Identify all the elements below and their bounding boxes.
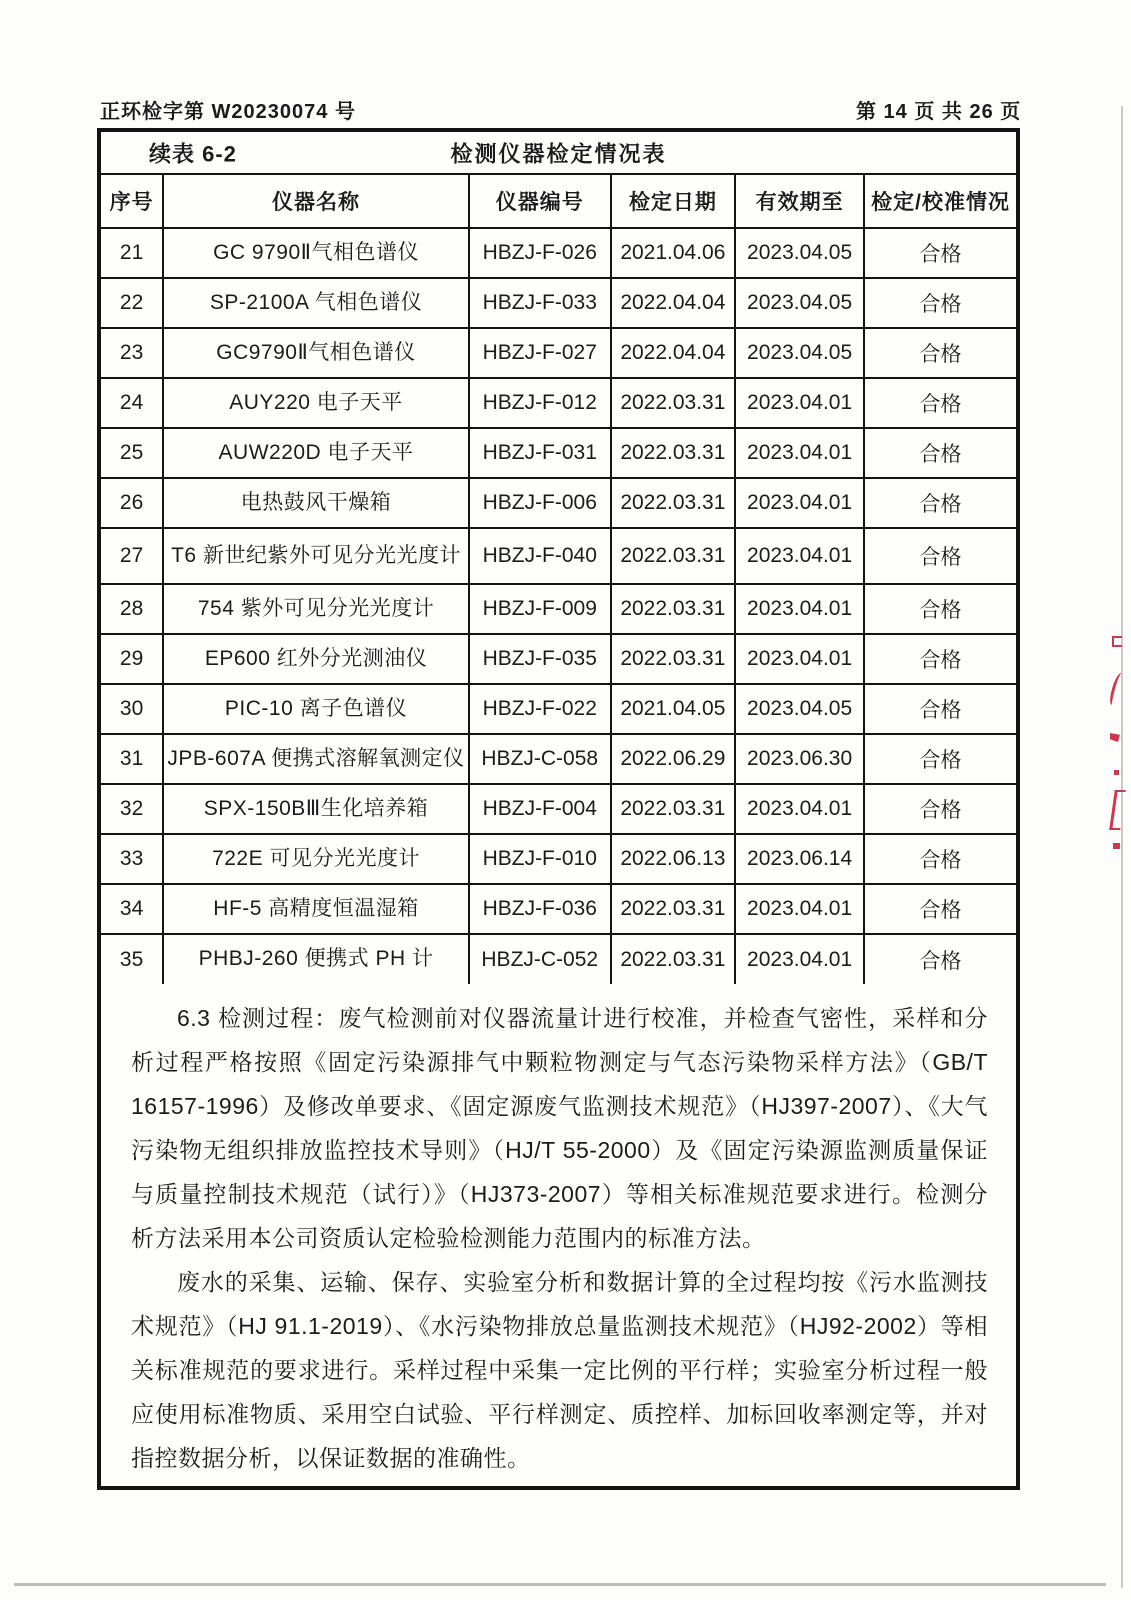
red-stamp-fragment	[1114, 770, 1119, 775]
cell-result: 合格	[864, 884, 1016, 934]
cell-name: GC 9790Ⅱ气相色谱仪	[163, 228, 469, 278]
table-caption-row	[101, 132, 1016, 175]
cell-valid-until: 2023.04.01	[735, 784, 864, 834]
cell-result: 合格	[864, 734, 1016, 784]
cell-code: HBZJ-F-035	[469, 634, 611, 684]
cell-name: SPX-150BⅢ生化培养箱	[163, 784, 469, 834]
cell-calib-date: 2022.06.29	[611, 734, 735, 784]
table-row	[101, 528, 1016, 584]
cell-valid-until: 2023.04.01	[735, 884, 864, 934]
cell-code: HBZJ-C-058	[469, 734, 611, 784]
cell-serial: 25	[101, 428, 163, 478]
cell-calib-date: 2021.04.05	[611, 684, 735, 734]
cell-result: 合格	[864, 428, 1016, 478]
cell-code: HBZJ-F-010	[469, 834, 611, 884]
cell-name: AUY220 电子天平	[163, 378, 469, 428]
cell-calib-date: 2022.04.04	[611, 328, 735, 378]
page-number: 第 14 页 共 26 页	[856, 101, 1022, 123]
cell-code: HBZJ-F-031	[469, 428, 611, 478]
cell-calib-date: 2021.04.06	[611, 228, 735, 278]
scan-page-edge-vertical	[1121, 106, 1123, 1588]
cell-serial: 31	[101, 734, 163, 784]
table-row	[101, 328, 1016, 378]
cell-code: HBZJ-C-052	[469, 934, 611, 984]
table-row	[101, 684, 1016, 734]
cell-result: 合格	[864, 228, 1016, 278]
red-stamp-fragment	[1110, 733, 1120, 742]
cell-code: HBZJ-F-027	[469, 328, 611, 378]
cell-code: HBZJ-F-006	[469, 478, 611, 528]
red-stamp-fragment	[1112, 636, 1122, 647]
table-row	[101, 884, 1016, 934]
table-row	[101, 378, 1016, 428]
cell-name: AUW220D 电子天平	[163, 428, 469, 478]
body-text-section	[101, 984, 1016, 1480]
cell-serial: 33	[101, 834, 163, 884]
cell-result: 合格	[864, 328, 1016, 378]
red-stamp-fragment	[1113, 843, 1120, 849]
cell-valid-until: 2023.04.01	[735, 934, 864, 984]
cell-result: 合格	[864, 634, 1016, 684]
cell-serial: 24	[101, 378, 163, 428]
cell-code: HBZJ-F-022	[469, 684, 611, 734]
cell-code: HBZJ-F-009	[469, 584, 611, 634]
cell-valid-until: 2023.04.05	[735, 328, 864, 378]
cell-valid-until: 2023.04.05	[735, 228, 864, 278]
table-row	[101, 428, 1016, 478]
table-row	[101, 734, 1016, 784]
cell-valid-until: 2023.06.14	[735, 834, 864, 884]
table-row	[101, 834, 1016, 884]
table-row	[101, 634, 1016, 684]
cell-name: 电热鼓风干燥箱	[163, 478, 469, 528]
cell-name: SP-2100A 气相色谱仪	[163, 278, 469, 328]
cell-valid-until: 2023.04.01	[735, 428, 864, 478]
cell-serial: 29	[101, 634, 163, 684]
cell-result: 合格	[864, 784, 1016, 834]
table-title: 检测仪器检定情况表	[450, 141, 667, 166]
cell-code: HBZJ-F-036	[469, 884, 611, 934]
cell-serial: 28	[101, 584, 163, 634]
cell-name: PIC-10 离子色谱仪	[163, 684, 469, 734]
cell-code: HBZJ-F-026	[469, 228, 611, 278]
cell-serial: 30	[101, 684, 163, 734]
cell-result: 合格	[864, 278, 1016, 328]
cell-calib-date: 2022.03.31	[611, 584, 735, 634]
cell-result: 合格	[864, 584, 1016, 634]
cell-calib-date: 2022.03.31	[611, 378, 735, 428]
cell-calib-date: 2022.03.31	[611, 784, 735, 834]
cell-calib-date: 2022.03.31	[611, 478, 735, 528]
cell-serial: 34	[101, 884, 163, 934]
cell-name: T6 新世纪紫外可见分光光度计	[163, 528, 469, 584]
cell-result: 合格	[864, 528, 1016, 584]
instrument-calibration-table	[101, 175, 1016, 984]
cell-valid-until: 2023.04.01	[735, 634, 864, 684]
document-frame	[97, 128, 1020, 1490]
column-header-result: 检定/校准情况	[864, 175, 1016, 228]
cell-name: GC9790Ⅱ气相色谱仪	[163, 328, 469, 378]
red-stamp-fragment	[1109, 790, 1126, 830]
column-header-code: 仪器编号	[469, 175, 611, 228]
cell-valid-until: 2023.04.01	[735, 378, 864, 428]
instrument-table-body	[101, 228, 1016, 984]
column-header-valid-until: 有效期至	[735, 175, 864, 228]
cell-name: JPB-607A 便携式溶解氧测定仪	[163, 734, 469, 784]
cell-valid-until: 2023.04.01	[735, 584, 864, 634]
table-header-row	[101, 175, 1016, 228]
cell-serial: 23	[101, 328, 163, 378]
table-row	[101, 584, 1016, 634]
red-stamp-fragment	[1108, 671, 1126, 706]
cell-name: 754 紫外可见分光光度计	[163, 584, 469, 634]
cell-calib-date: 2022.03.31	[611, 934, 735, 984]
column-header-name: 仪器名称	[163, 175, 469, 228]
cell-valid-until: 2023.06.30	[735, 734, 864, 784]
cell-code: HBZJ-F-004	[469, 784, 611, 834]
column-header-serial: 序号	[101, 175, 163, 228]
table-row	[101, 934, 1016, 984]
cell-code: HBZJ-F-012	[469, 378, 611, 428]
cell-serial: 32	[101, 784, 163, 834]
cell-calib-date: 2022.03.31	[611, 634, 735, 684]
paragraph-detection-process: 6.3 检测过程：废气检测前对仪器流量计进行校准，并检查气密性，采样和分析过程严格按照《固定污染源排气中颗粒物测定与气态污染物采样方法》（GB/T 16157-1996）及修改单要求、《固定源废气监测技术规范》（HJ397-2007）、《大气污染物无组织排放监控技术导则》（HJ/T 55-2000）及《固定污染源监测质量保证与质量控制技术规范（试行）》（HJ373-2007）等相关标准规范要求进行。检测分析方法采用本公司资质认定检验检测能力范围内的标准方法。	[131, 1005, 988, 1251]
cell-name: 722E 可见分光光度计	[163, 834, 469, 884]
table-row	[101, 784, 1016, 834]
cell-calib-date: 2022.04.04	[611, 278, 735, 328]
cell-serial: 22	[101, 278, 163, 328]
cell-name: HF-5 高精度恒温湿箱	[163, 884, 469, 934]
cell-name: PHBJ-260 便携式 PH 计	[163, 934, 469, 984]
cell-valid-until: 2023.04.05	[735, 684, 864, 734]
column-header-calib-date: 检定日期	[611, 175, 735, 228]
cell-serial: 21	[101, 228, 163, 278]
table-row	[101, 478, 1016, 528]
cell-valid-until: 2023.04.05	[735, 278, 864, 328]
cell-code: HBZJ-F-040	[469, 528, 611, 584]
cell-valid-until: 2023.04.01	[735, 478, 864, 528]
cell-calib-date: 2022.03.31	[611, 428, 735, 478]
cell-serial: 27	[101, 528, 163, 584]
cell-serial: 26	[101, 478, 163, 528]
table-row	[101, 278, 1016, 328]
cell-calib-date: 2022.03.31	[611, 884, 735, 934]
paragraph-wastewater-process: 废水的采集、运输、保存、实验室分析和数据计算的全过程均按《污水监测技术规范》（HJ 91.1-2019）、《水污染物排放总量监测技术规范》（HJ92-2002）等相关标准规范的要求进行。采样过程中采集一定比例的平行样；实验室分析过程一般应使用标准物质、采用空白试验、平行样测定、质控样、加标回收率测定等，并对指控数据分析，以保证数据的准确性。	[131, 1269, 988, 1471]
cell-result: 合格	[864, 478, 1016, 528]
cell-result: 合格	[864, 378, 1016, 428]
cell-code: HBZJ-F-033	[469, 278, 611, 328]
cell-calib-date: 2022.03.31	[611, 528, 735, 584]
cell-result: 合格	[864, 934, 1016, 984]
cell-result: 合格	[864, 684, 1016, 734]
cell-calib-date: 2022.06.13	[611, 834, 735, 884]
table-row	[101, 228, 1016, 278]
scan-page-edge-bottom	[14, 1583, 1106, 1586]
cell-name: EP600 红外分光测油仪	[163, 634, 469, 684]
cell-valid-until: 2023.04.01	[735, 528, 864, 584]
cell-serial: 35	[101, 934, 163, 984]
cell-result: 合格	[864, 834, 1016, 884]
table-continuation-label: 续表 6-2	[149, 141, 237, 166]
document-number: 正环检字第 W20230074 号	[100, 101, 356, 123]
